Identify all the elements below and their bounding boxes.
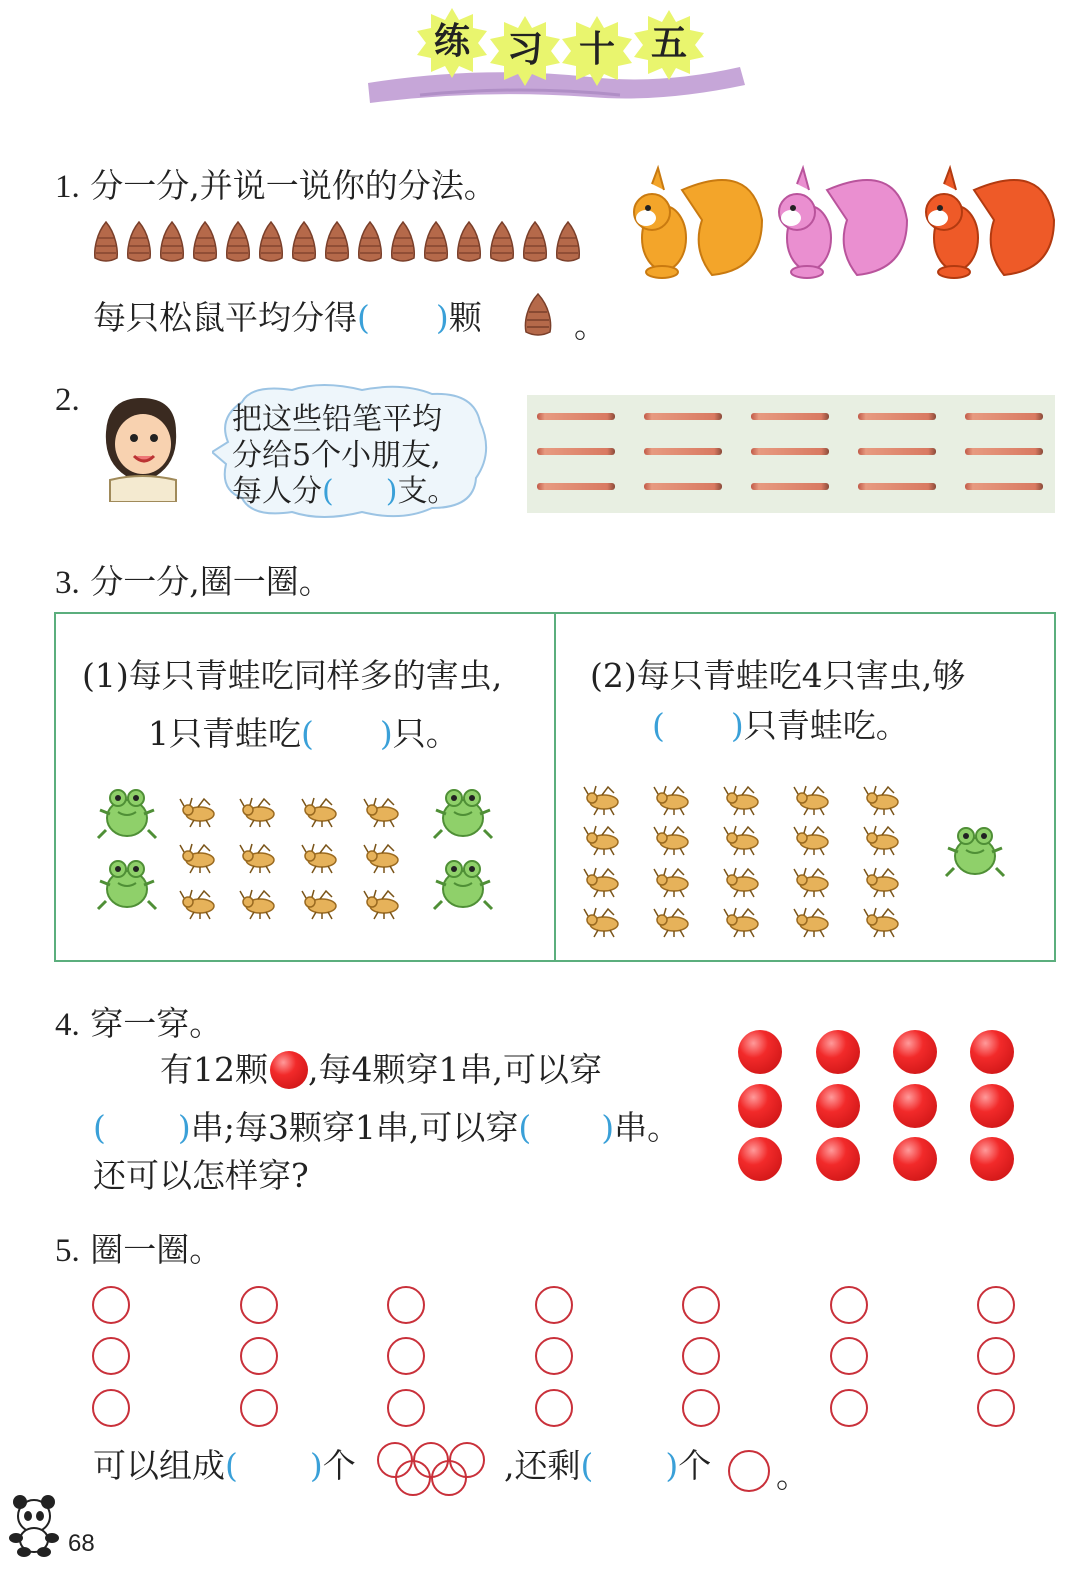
- q4-text: 串。: [614, 1108, 681, 1147]
- paren-close: ): [601, 1108, 615, 1147]
- circle-icon[interactable]: [240, 1389, 278, 1427]
- page-number: 68: [68, 1530, 95, 1557]
- answer-prefix: 每只松鼠平均分得: [93, 298, 357, 337]
- circle-icon[interactable]: [682, 1286, 720, 1324]
- question-1-prompt: [55, 166, 497, 207]
- bead-icon: [816, 1137, 860, 1181]
- question-number: 3.: [55, 565, 80, 601]
- pencil-icon: [644, 448, 722, 455]
- bubble-line: [232, 474, 457, 510]
- pinecone-icon: [555, 220, 581, 264]
- part-2-line: (2)每只青蛙吃4只害虫,够: [590, 656, 966, 695]
- bead-icon: [970, 1137, 1014, 1181]
- pencil-icon: [751, 413, 829, 420]
- title-char: 习: [506, 29, 543, 70]
- period: 。: [776, 1456, 809, 1495]
- answer-suffix: 颗: [448, 298, 482, 337]
- question-number: 4.: [55, 1007, 80, 1043]
- circle-icon[interactable]: [92, 1337, 130, 1375]
- circle-icon[interactable]: [830, 1389, 868, 1427]
- circle-icon[interactable]: [240, 1337, 278, 1375]
- pinecone-row: [93, 220, 593, 270]
- circle-icon[interactable]: [977, 1286, 1015, 1324]
- question-text: 分一分,圈一圈。: [90, 562, 332, 601]
- bead-icon: [268, 1055, 308, 1089]
- squirrels-illustration: [622, 160, 1062, 290]
- pinecone-icon: [258, 220, 284, 264]
- bubble-line: 分给5个小朋友,: [232, 438, 441, 473]
- paren-close: ): [385, 474, 398, 509]
- paren-close: ): [379, 714, 393, 753]
- pinecone-icon: [390, 220, 416, 264]
- paren-open: (: [652, 706, 665, 745]
- squirrel-pink-icon: [779, 168, 907, 278]
- pencils-panel: [527, 395, 1055, 513]
- question-4-line-3: 还可以怎样穿?: [93, 1156, 309, 1195]
- title-char: 练: [433, 21, 470, 62]
- question-text: 圈一圈。: [90, 1230, 223, 1269]
- bead-icon: [738, 1137, 782, 1181]
- pencil-icon: [644, 413, 722, 420]
- title-char-badge: [632, 8, 706, 82]
- pencil-icon: [858, 483, 936, 490]
- pinecone-icon: [192, 220, 218, 264]
- paren-close: ): [665, 1446, 679, 1485]
- bead-icon: [893, 1084, 937, 1128]
- part-1-line: (1)每只青蛙吃同样多的害虫,: [82, 656, 503, 695]
- paren-open: (: [518, 1108, 532, 1147]
- bead-icon: [893, 1137, 937, 1181]
- circle-icon: [728, 1450, 770, 1492]
- q5-text: ,还剩: [504, 1446, 581, 1485]
- q5-text: 个: [678, 1446, 712, 1485]
- bubble-text: 每人分: [232, 474, 322, 509]
- circle-icon[interactable]: [535, 1286, 573, 1324]
- pinecone-icon: [456, 220, 482, 264]
- circle-icon[interactable]: [92, 1286, 130, 1324]
- paren-close: ): [309, 1446, 323, 1485]
- pinecone-icon: [489, 220, 515, 264]
- q5-text: 可以组成: [93, 1446, 225, 1485]
- paren-open: (: [225, 1446, 238, 1485]
- paren-open: (: [301, 714, 314, 753]
- pinecone-icon: [324, 220, 350, 264]
- title-char: 十: [578, 29, 615, 70]
- squirrel-orange-icon: [634, 168, 762, 278]
- part-text: 1只青蛙吃: [148, 714, 301, 753]
- circle-icon[interactable]: [682, 1337, 720, 1375]
- pinecone-icon: [523, 292, 553, 338]
- divider: [554, 612, 556, 962]
- circle-icon[interactable]: [387, 1286, 425, 1324]
- circle-icon[interactable]: [535, 1389, 573, 1427]
- question-4-line-2: [93, 1108, 680, 1148]
- pencil-icon: [644, 483, 722, 490]
- question-5-prompt: [55, 1230, 222, 1271]
- circle-icon[interactable]: [977, 1337, 1015, 1375]
- bead-icon: [738, 1030, 782, 1074]
- question-text: 分一分,并说一说你的分法。: [90, 166, 497, 205]
- pencil-icon: [537, 448, 615, 455]
- question-4-prompt: [55, 1004, 222, 1045]
- pinecone-icon: [423, 220, 449, 264]
- paren-open: (: [357, 298, 370, 337]
- q4-text: ,每4颗穿1串,可以穿: [308, 1050, 602, 1089]
- pinecone-icon: [225, 220, 251, 264]
- title-char-badge: [415, 6, 489, 80]
- pencil-icon: [537, 413, 615, 420]
- question-5-answer-rest: [504, 1446, 711, 1486]
- paren-close: ): [730, 706, 744, 745]
- circle-icon[interactable]: [535, 1337, 573, 1375]
- paren-open: (: [580, 1446, 594, 1485]
- pinecone-icon: [126, 220, 152, 264]
- circle-icon[interactable]: [682, 1389, 720, 1427]
- question-3-prompt: [55, 562, 332, 603]
- title-char-badge: [488, 14, 562, 88]
- title-char-badge: [560, 14, 634, 88]
- circle-icon[interactable]: [830, 1286, 868, 1324]
- period: 。: [574, 306, 607, 345]
- circle-icon[interactable]: [92, 1389, 130, 1427]
- part-text: 只。: [392, 714, 459, 753]
- paren-open: (: [93, 1108, 106, 1147]
- title-char: 五: [650, 23, 687, 64]
- pinecone-icon: [291, 220, 317, 264]
- paren-close: ): [435, 298, 449, 337]
- bead-icon: [738, 1084, 782, 1128]
- bead-icon: [970, 1030, 1014, 1074]
- pinecone-icon: [93, 220, 119, 264]
- paren-close: ): [177, 1108, 191, 1147]
- q4-text: 有12颗: [160, 1050, 268, 1089]
- speech-text: [232, 402, 457, 510]
- bead-icon: [893, 1030, 937, 1074]
- pencil-icon: [751, 483, 829, 490]
- question-4-line-1: [160, 1050, 602, 1090]
- bubble-text: 支。: [397, 474, 458, 509]
- part-2-answer: [652, 706, 909, 746]
- pinecone-icon: [159, 220, 185, 264]
- question-5-answer-line: [93, 1446, 356, 1486]
- question-number: 1.: [55, 169, 80, 205]
- question-text: 穿一穿。: [90, 1004, 223, 1043]
- bubble-line: 把这些铅笔平均: [232, 402, 442, 437]
- pinecone-icon: [357, 220, 383, 264]
- circle-icon[interactable]: [977, 1389, 1015, 1427]
- question-1-answer-line: [93, 298, 482, 338]
- bead-icon: [816, 1030, 860, 1074]
- circle-group-icon: [373, 1440, 497, 1500]
- bead-icon: [816, 1084, 860, 1128]
- q5-text: 个: [322, 1446, 356, 1485]
- circle-icon[interactable]: [240, 1286, 278, 1324]
- bead-icon: [970, 1084, 1014, 1128]
- title-banner: [360, 0, 750, 110]
- pencil-icon: [965, 483, 1043, 490]
- pencil-icon: [965, 413, 1043, 420]
- question-number: 2.: [55, 382, 80, 418]
- paren-open: (: [322, 474, 334, 509]
- part-text: 只青蛙吃。: [743, 706, 909, 745]
- pencil-icon: [537, 483, 615, 490]
- squirrel-red-icon: [926, 168, 1054, 278]
- panda-icon: [4, 1494, 64, 1558]
- pinecone-icon: [522, 220, 548, 264]
- q4-text: 串;每3颗穿1串,可以穿: [190, 1108, 519, 1147]
- circle-icon[interactable]: [387, 1337, 425, 1375]
- pencil-icon: [965, 448, 1043, 455]
- circle-icon[interactable]: [387, 1389, 425, 1427]
- pencil-icon: [751, 448, 829, 455]
- pencil-icon: [858, 413, 936, 420]
- pencil-icon: [858, 448, 936, 455]
- part-1-answer: [148, 714, 459, 754]
- circle-icon[interactable]: [830, 1337, 868, 1375]
- question-number: 5.: [55, 1233, 80, 1269]
- boy-avatar: [96, 392, 186, 502]
